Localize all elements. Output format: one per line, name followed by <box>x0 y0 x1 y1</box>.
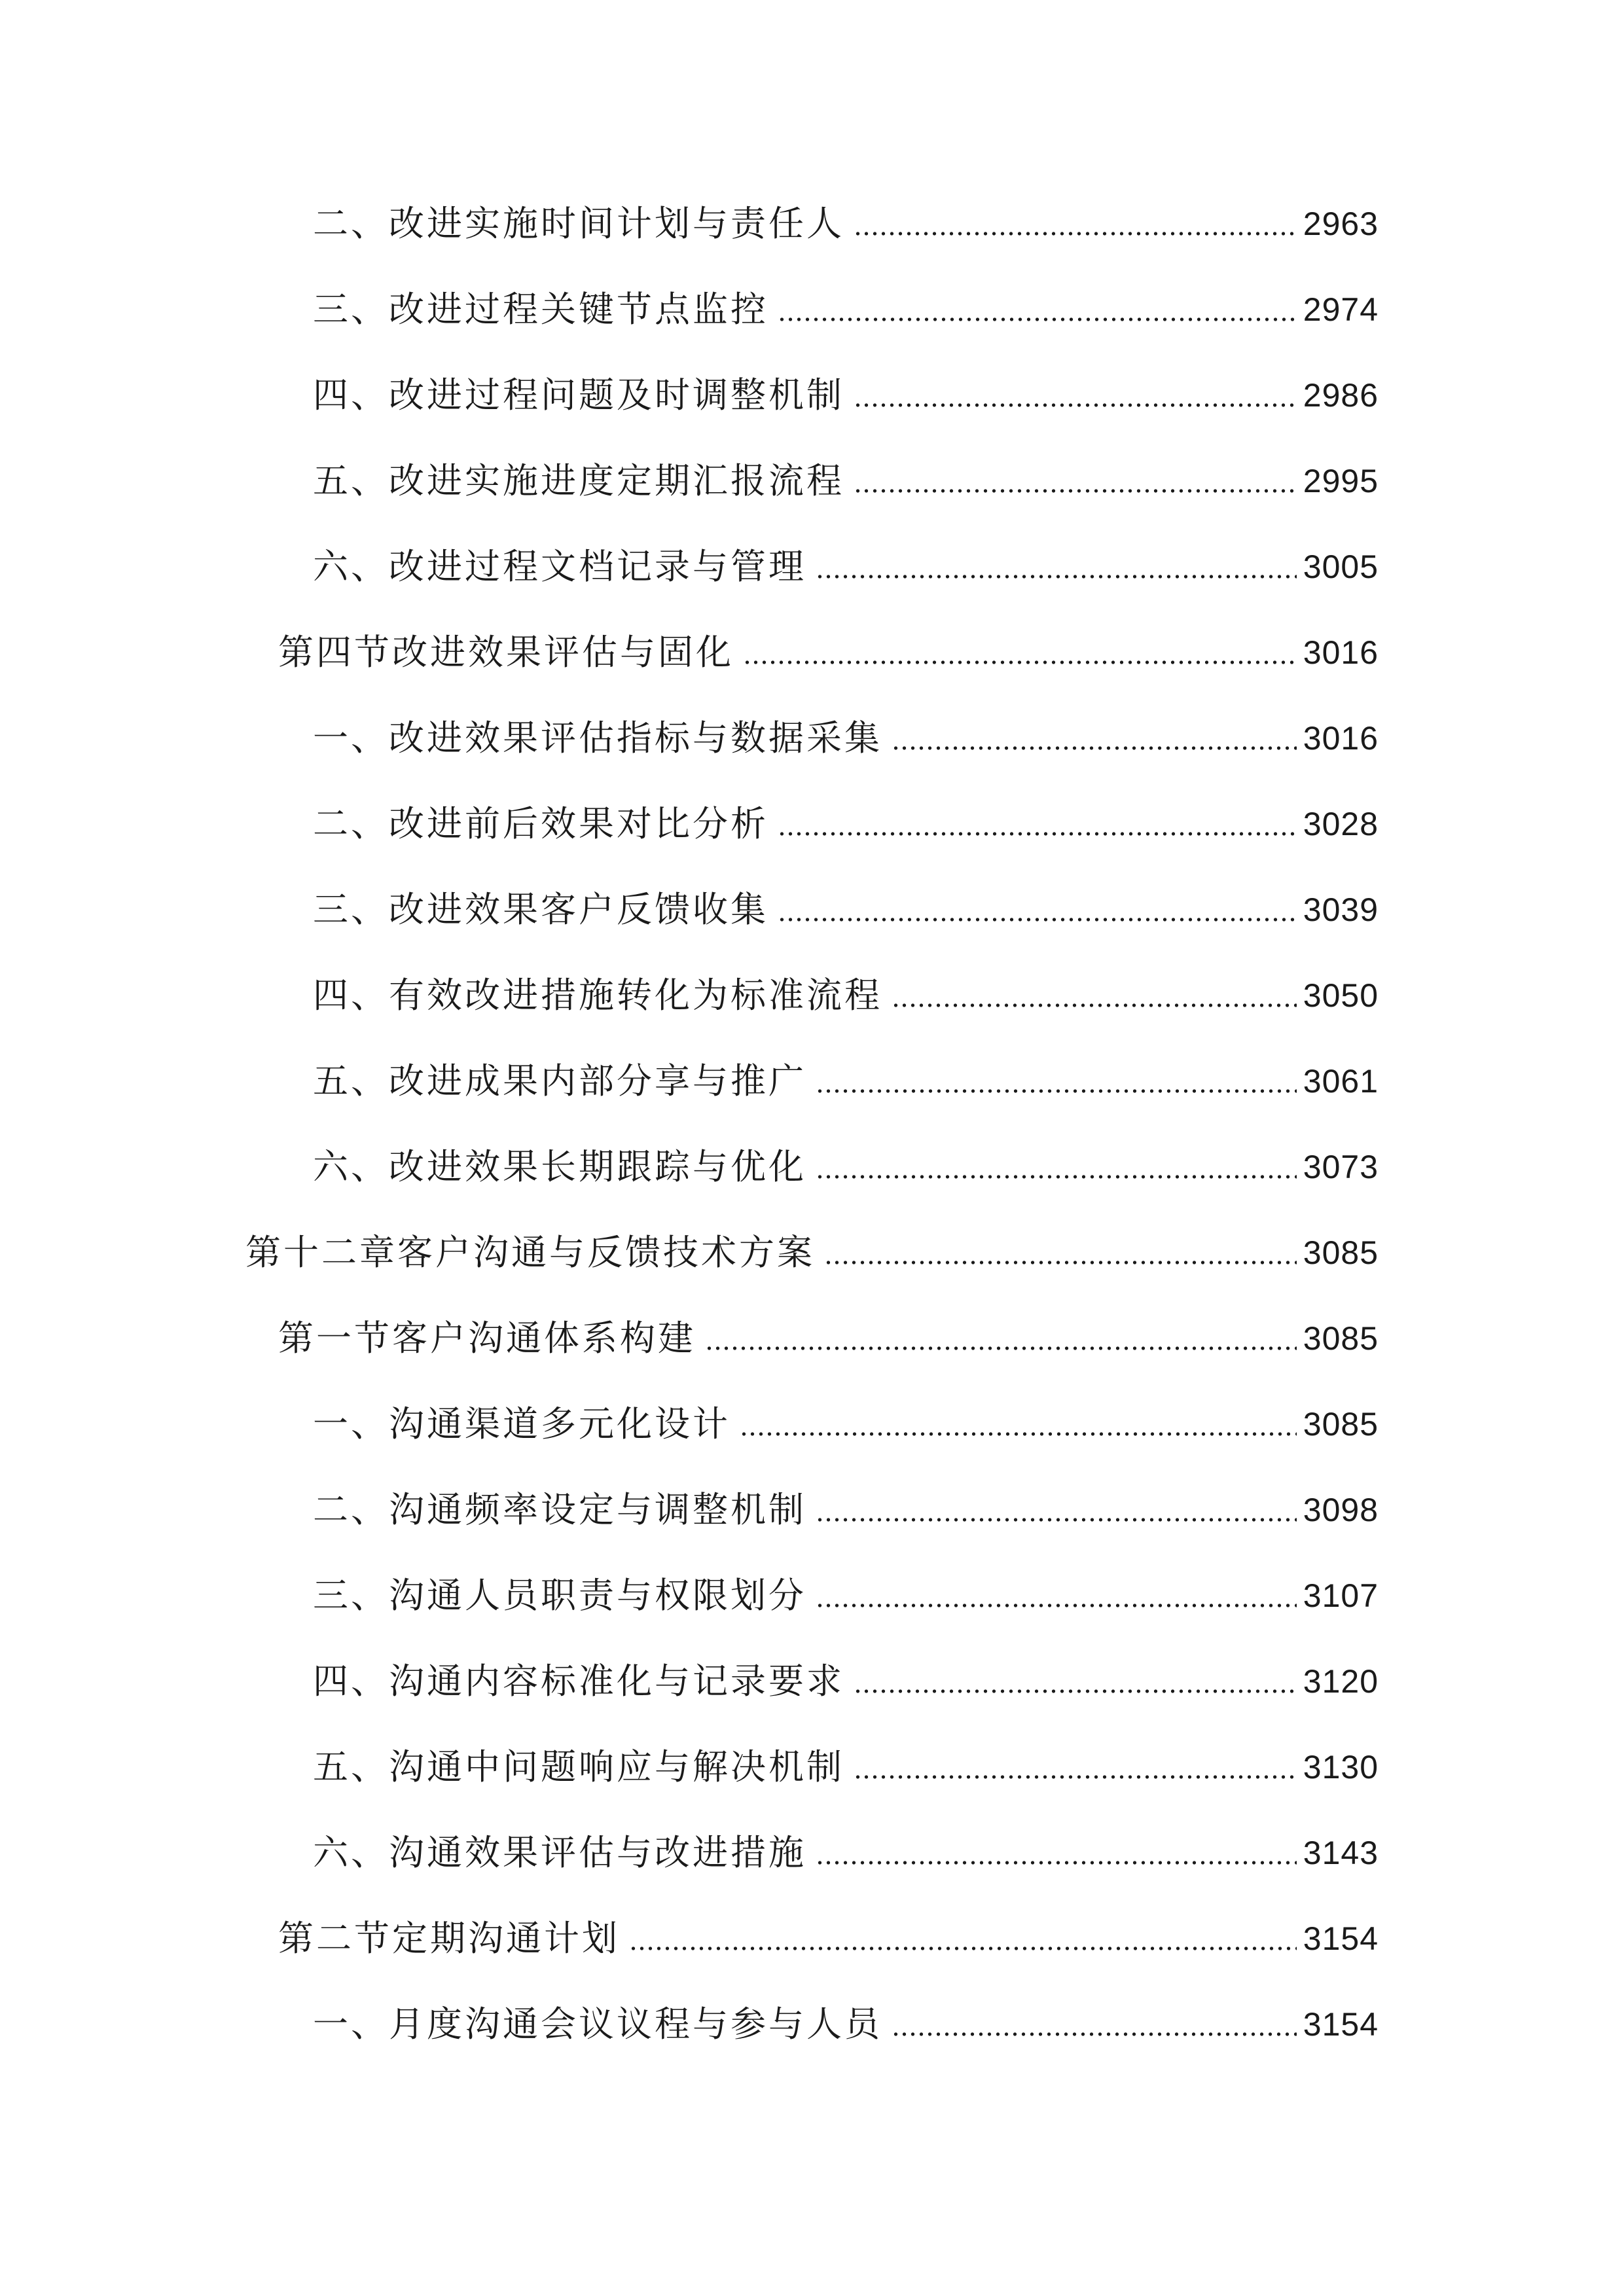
toc-subsection-entry[interactable] <box>313 969 1379 1022</box>
toc-dot-leader <box>816 1570 1297 1622</box>
toc-page-number: 3107 <box>1303 1577 1379 1614</box>
toc-subsection-entry[interactable] <box>313 1055 1379 1107</box>
toc-page-number: 3061 <box>1303 1063 1379 1100</box>
toc-entry-title: 四、沟通内容标准化与记录要求 <box>313 1660 844 1702</box>
toc-entry-title: 五、改进成果内部分享与推广 <box>313 1060 806 1102</box>
toc-subsection-entry[interactable] <box>313 283 1379 336</box>
toc-entry-title: 六、沟通效果评估与改进措施 <box>313 1832 806 1873</box>
toc-entry-title: 四、改进过程问题及时调整机制 <box>313 374 844 416</box>
toc-dot-leader <box>816 541 1297 593</box>
toc-subsection-entry[interactable] <box>313 198 1379 250</box>
toc-page-number: 3050 <box>1303 977 1379 1014</box>
toc-dot-leader <box>743 626 1297 679</box>
toc-dot-leader <box>892 969 1297 1022</box>
toc-subsection-entry[interactable] <box>313 1827 1379 1879</box>
toc-dot-leader <box>892 712 1297 764</box>
toc-subsection-entry[interactable] <box>313 712 1379 764</box>
toc-subsection-entry[interactable] <box>313 1998 1379 2051</box>
toc-entry-title: 六、改进效果长期跟踪与优化 <box>313 1146 806 1187</box>
toc-page-number: 3154 <box>1303 2006 1379 2043</box>
toc-subsection-entry[interactable] <box>313 1570 1379 1622</box>
toc-page-number: 3154 <box>1303 1920 1379 1957</box>
toc-section-entry[interactable] <box>278 1312 1379 1365</box>
toc-entry-title: 第一节客户沟通体系构建 <box>278 1318 696 1359</box>
toc-dot-leader <box>740 1398 1297 1450</box>
toc-entry-title: 第四节改进效果评估与固化 <box>278 632 734 673</box>
toc-page-number: 2986 <box>1303 377 1379 414</box>
toc-dot-leader <box>854 1741 1297 1793</box>
toc-entry-title: 二、沟通频率设定与调整机制 <box>313 1489 806 1530</box>
toc-subsection-entry[interactable] <box>313 541 1379 593</box>
toc-section-entry[interactable] <box>278 626 1379 679</box>
toc-section-entry[interactable] <box>278 1912 1379 1965</box>
toc-page-number: 2963 <box>1303 206 1379 242</box>
toc-page-number: 3005 <box>1303 548 1379 585</box>
toc-page-number: 3098 <box>1303 1492 1379 1528</box>
toc-entry-title: 五、改进实施进度定期汇报流程 <box>313 460 844 501</box>
toc-page-number: 3028 <box>1303 806 1379 842</box>
toc-entry-title: 第十二章客户沟通与反馈技术方案 <box>245 1232 815 1273</box>
toc-subsection-entry[interactable] <box>313 455 1379 507</box>
toc-page-number: 3120 <box>1303 1663 1379 1700</box>
toc-entry-title: 一、月度沟通会议议程与参与人员 <box>313 2003 882 2045</box>
toc-dot-leader <box>854 369 1297 422</box>
toc-dot-leader <box>816 1827 1297 1879</box>
toc-entry-title: 三、改进过程关键节点监控 <box>313 289 768 330</box>
toc-subsection-entry[interactable] <box>313 369 1379 422</box>
toc-page-number: 3085 <box>1303 1234 1379 1271</box>
toc-subsection-entry[interactable] <box>313 1141 1379 1193</box>
toc-subsection-entry[interactable] <box>313 1398 1379 1450</box>
toc-subsection-entry[interactable] <box>313 1484 1379 1536</box>
toc-entry-title: 一、改进效果评估指标与数据采集 <box>313 717 882 759</box>
toc-subsection-entry[interactable] <box>313 798 1379 850</box>
toc-page-number: 3085 <box>1303 1320 1379 1357</box>
toc-page-number: 3016 <box>1303 720 1379 757</box>
toc-entry-title: 第二节定期沟通计划 <box>278 1918 620 1959</box>
toc-page-number: 3130 <box>1303 1749 1379 1785</box>
toc-entry-title: 四、有效改进措施转化为标准流程 <box>313 975 882 1016</box>
toc-entry-title: 二、改进前后效果对比分析 <box>313 803 768 844</box>
toc-entry-title: 三、沟通人员职责与权限划分 <box>313 1575 806 1616</box>
toc-dot-leader <box>892 1998 1297 2051</box>
toc-page-number: 3085 <box>1303 1406 1379 1443</box>
toc-dot-leader <box>816 1141 1297 1193</box>
toc-entry-title: 一、沟通渠道多元化设计 <box>313 1403 731 1444</box>
toc-dot-leader <box>854 1655 1297 1708</box>
toc-subsection-entry[interactable] <box>313 1655 1379 1708</box>
toc-entry-title: 三、改进效果客户反馈收集 <box>313 889 768 930</box>
toc-dot-leader <box>778 884 1297 936</box>
toc-entry-title: 六、改进过程文档记录与管理 <box>313 546 806 587</box>
toc-page-number: 2974 <box>1303 291 1379 328</box>
toc-page-number: 3073 <box>1303 1149 1379 1185</box>
toc-dot-leader <box>816 1484 1297 1536</box>
toc-page-number: 3039 <box>1303 891 1379 928</box>
toc-dot-leader <box>854 455 1297 507</box>
toc-dot-leader <box>778 798 1297 850</box>
toc-dot-leader <box>824 1227 1297 1279</box>
toc-dot-leader <box>705 1312 1297 1365</box>
toc-dot-leader <box>629 1912 1297 1965</box>
toc-subsection-entry[interactable] <box>313 884 1379 936</box>
toc-page-number: 3016 <box>1303 634 1379 671</box>
toc-entry-title: 五、沟通中问题响应与解决机制 <box>313 1746 844 1787</box>
toc-dot-leader <box>778 283 1297 336</box>
toc-dot-leader <box>854 198 1297 250</box>
toc-dot-leader <box>816 1055 1297 1107</box>
toc-page-number: 2995 <box>1303 463 1379 499</box>
toc-entry-title: 二、改进实施时间计划与责任人 <box>313 203 844 244</box>
toc-chapter-entry[interactable] <box>245 1227 1379 1279</box>
toc-subsection-entry[interactable] <box>313 1741 1379 1793</box>
toc-page-number: 3143 <box>1303 1835 1379 1871</box>
